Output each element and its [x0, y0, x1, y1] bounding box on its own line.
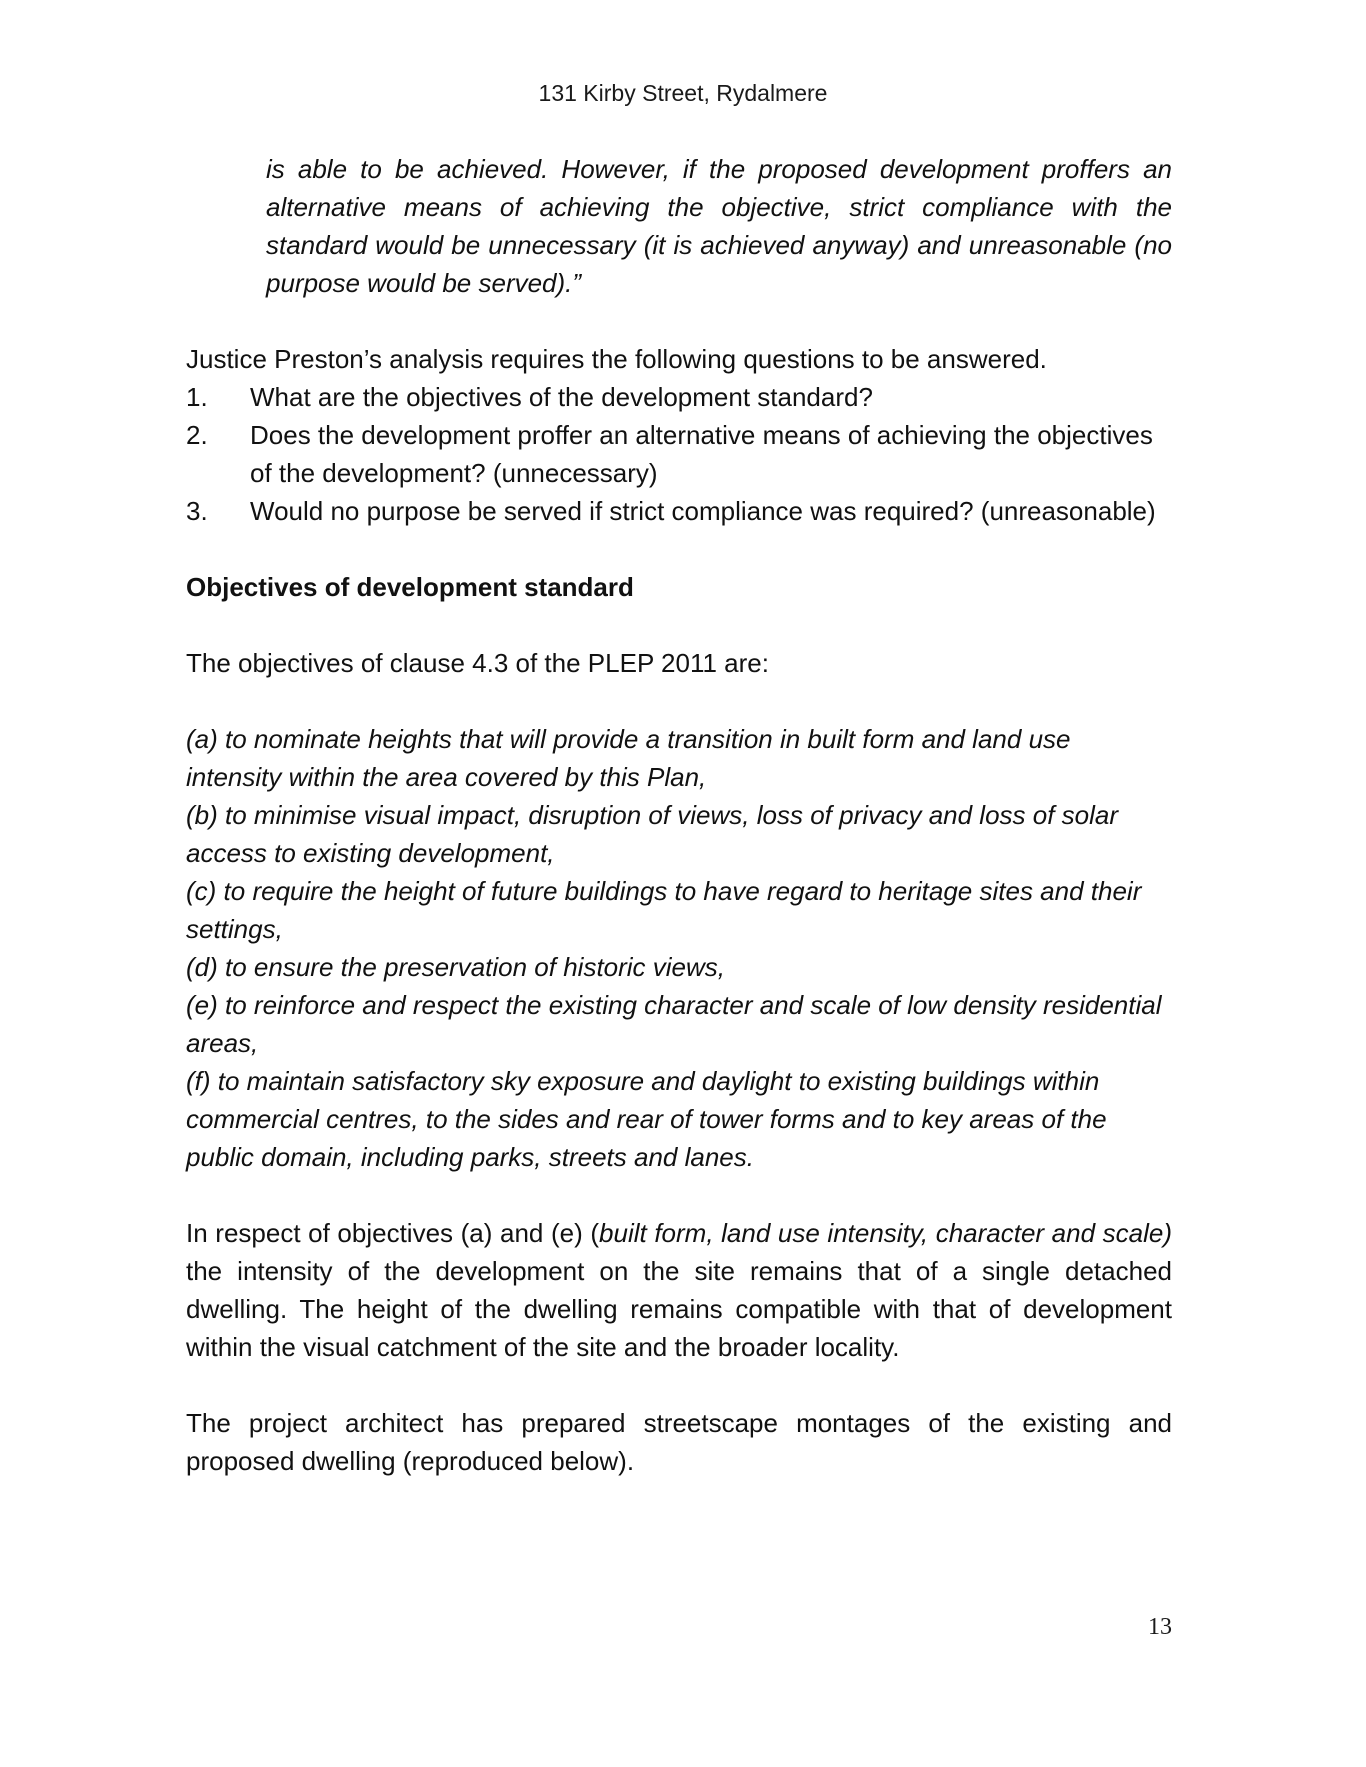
list-item-number: 2.: [186, 420, 208, 450]
analysis-intro: Justice Preston’s analysis requires the following questions to be answered.: [186, 344, 1047, 374]
objective-item: (a) to nominate heights that will provide a transition in built form and land use intensity within the area covered by this Plan,: [186, 724, 1071, 792]
list-item-text: What are the objectives of the development standard?: [250, 382, 873, 412]
page-content: [186, 150, 1172, 1480]
objective-item: (c) to require the height of future buildings to have regard to heritage sites and their settings,: [186, 876, 1142, 944]
list-item: [186, 378, 1172, 416]
objectives-list: [186, 720, 1172, 1176]
questions-list: [186, 378, 1172, 530]
list-item: [186, 492, 1172, 530]
list-item-number: 3.: [186, 496, 208, 526]
list-item-text: Would no purpose be served if strict compliance was required? (unreasonable): [250, 496, 1156, 526]
respect-paragraph-emphasis: built form, land use intensity, character and scale): [599, 1218, 1172, 1248]
respect-paragraph-rest: the intensity of the development on the site remains that of a single detached dwelling. The height of the dwelling remains compatible with that of development within the visual catchment of the site and the broader locality.: [186, 1256, 1172, 1362]
respect-paragraph: [186, 1214, 1172, 1366]
objectives-lead: The objectives of clause 4.3 of the PLEP 2011 are:: [186, 648, 769, 678]
architect-paragraph: The project architect has prepared streetscape montages of the existing and proposed dwelling (reproduced below).: [186, 1408, 1172, 1476]
respect-paragraph-lead: In respect of objectives (a) and (e) (: [186, 1218, 600, 1248]
objective-item: (e) to reinforce and respect the existing character and scale of low density residential areas,: [186, 990, 1162, 1058]
section-heading: Objectives of development standard: [186, 572, 634, 602]
objective-item: (d) to ensure the preservation of historic views,: [186, 952, 726, 982]
list-item-text: Does the development proffer an alternative means of achieving the objectives of the development? (unnecessary): [250, 420, 1153, 488]
objective-item: (b) to minimise visual impact, disruption of views, loss of privacy and loss of solar access to existing development,: [186, 800, 1119, 868]
list-item: [186, 416, 1172, 492]
block-quote: is able to be achieved. However, if the proposed development proffers an alternative means of achieving the objective, strict compliance with the standard would be unnecessary (it is achieved anyway) and unreasonable (no purpose would be served).”: [266, 154, 1172, 298]
objective-item: (f) to maintain satisfactory sky exposure and daylight to existing buildings within commercial centres, to the sides and rear of tower forms and to key areas of the public domain, including parks, streets and lanes.: [186, 1066, 1107, 1172]
page-header: 131 Kirby Street, Rydalmere: [538, 80, 828, 106]
list-item-number: 1.: [186, 382, 208, 412]
page-number: 13: [1148, 1614, 1172, 1640]
